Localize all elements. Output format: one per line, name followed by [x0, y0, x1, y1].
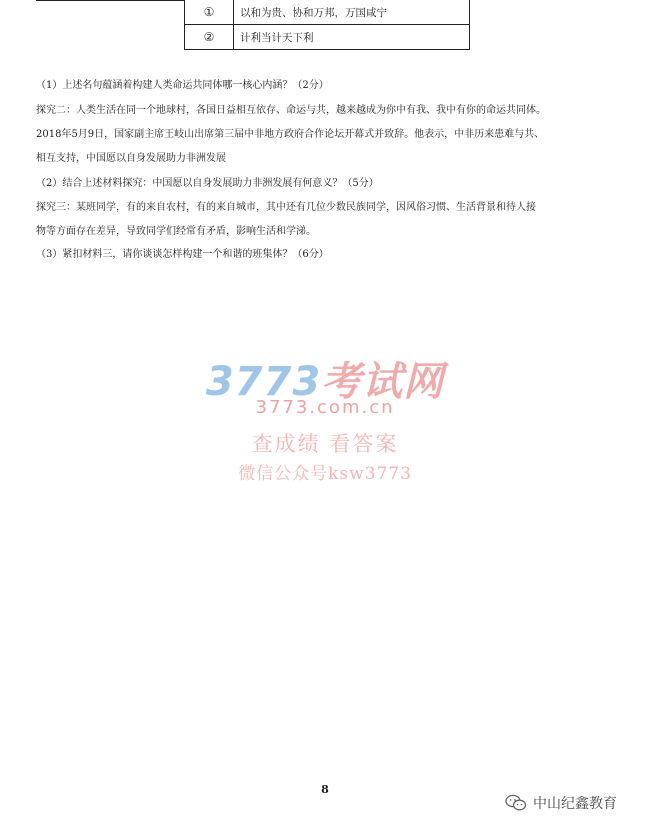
row-text: 以和为贵、协和万邦，万国咸宁 — [234, 0, 470, 25]
explore-3-line-1: 探究三：某班同学，有的来自农村，有的来自城市，其中还有几位少数民族同学，因风俗习惯、生活背景和待人接 — [36, 202, 536, 213]
watermark-logo-number: 3773 — [205, 359, 322, 405]
question-2: （2）结合上述材料探究：中国愿以自身发展助力非洲发展有何意义？（5分） — [36, 178, 379, 189]
page-number: 8 — [321, 783, 329, 796]
question-3: （3）紧扣材料三，请你谈谈怎样构建一个和谐的班集体？（6分） — [36, 249, 329, 260]
explore-2-line-1: 探究二：人类生活在同一个地球村，各国日益相互依存、命运与共，越来越成为你中有我、我中有你的命运共同体。 — [36, 105, 546, 116]
watermark-url: 3773.com.cn — [255, 397, 395, 418]
brand-watermark — [505, 792, 617, 814]
row-text: 计利当计天下利 — [234, 25, 470, 50]
explore-2-line-3: 相互支持，中国愿以自身发展助力非洲发展 — [36, 153, 226, 164]
watermark-slogan: 查成绩 看答案 — [251, 432, 399, 456]
brand-name: 中山纪鑫教育 — [533, 796, 617, 812]
watermark-wechat-id: 微信公众号ksw3773 — [238, 464, 412, 484]
row-number: ② — [185, 25, 234, 50]
watermark-logo-text: 考试网 — [321, 359, 445, 405]
table-row — [185, 0, 470, 25]
explore-2-line-2: 2018年5月9日，国家副主席王岐山出席第三届中非地方政府合作论坛开幕式并致辞。他表示，中非历来患难与共、 — [36, 129, 545, 140]
table-row — [185, 25, 470, 50]
quote-table — [184, 0, 470, 50]
wechat-icon — [505, 794, 527, 812]
explore-3-line-2: 物等方面存在差异，导致同学们经常有矛盾，影响生活和学涕。 — [36, 226, 316, 237]
table-top-line — [36, 0, 184, 1]
question-1: （1）上述名句蕴涵着构建人类命运共同体哪一核心内涵？（2分） — [36, 80, 329, 91]
row-number: ① — [185, 0, 234, 25]
